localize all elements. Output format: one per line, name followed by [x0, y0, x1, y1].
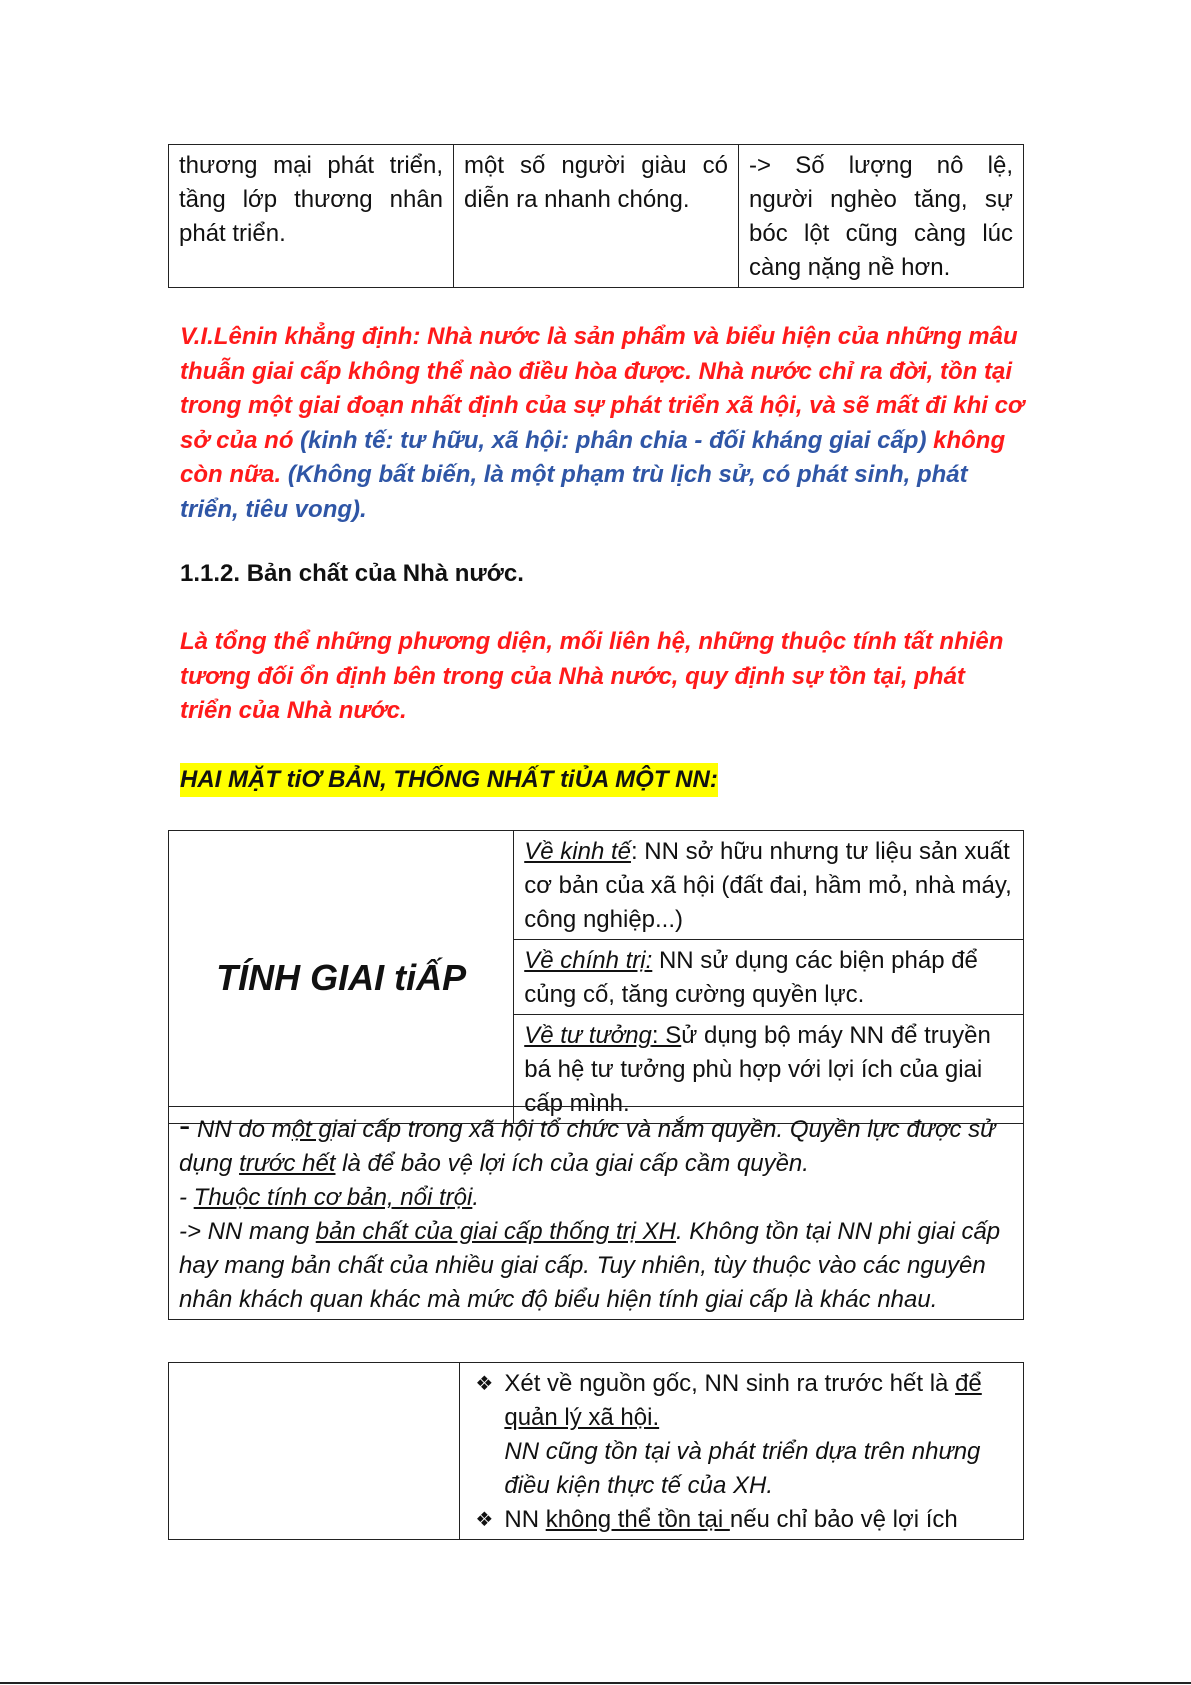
quote-part: không còn nữa. [180, 426, 1006, 488]
bullet-text: NN cũng tồn tại và phát triển dựa trên nhưng điều kiện thực tế của XH. [504, 1438, 981, 1499]
bullet-text: để quản lý xã hội. [504, 1370, 982, 1431]
economy-text: NN sở hữu nhưng tư liệu sản xuất cơ bản của xã hội (đất đai, hầm mỏ, nhà máy, công nghiệp...) [524, 838, 1012, 933]
diamond-bullet-icon: ❖ [475, 1373, 494, 1395]
note-text: -> NN mang [179, 1218, 316, 1245]
note-line [179, 1215, 1013, 1317]
table-row [169, 145, 1024, 288]
sep: : [630, 838, 638, 865]
note-line [179, 1181, 1013, 1215]
table-row [169, 831, 1024, 940]
table-row [169, 1107, 1024, 1320]
history-table [168, 144, 1024, 288]
sep: : S [651, 1022, 682, 1049]
note-text: NN do m [190, 1116, 292, 1143]
list-item [464, 1367, 1013, 1503]
note-text: là để bảo vệ lợi ích của giai cấp cầm quyền. [335, 1150, 809, 1177]
note-text: Thuộc tính cơ bản, nổi trội [193, 1184, 473, 1211]
quote-part: (kinh tế: tư hữu, xã hội: phân chia - đối kháng giai cấp) [293, 426, 927, 454]
empty-cell [169, 1363, 460, 1540]
bullet-text: Xét về nguồn gốc, NN sinh ra trước hết là [504, 1370, 956, 1397]
social-nature-table [168, 1362, 1024, 1540]
class-nature-title: TÍNH GIAI tiẤP [169, 831, 514, 1124]
ideology-text: ử dụng bộ máy NN để truyền bá hệ tư tưởng phù hợp với lợi ích của giai cấp mình. [524, 1022, 991, 1117]
table-cell: một số người giàu có diễn ra nhanh chóng. [454, 145, 739, 288]
bullet-text: NN [504, 1506, 546, 1533]
note-text: trước hết [239, 1150, 336, 1177]
table-row [169, 1363, 1024, 1540]
class-notes-table [168, 1106, 1024, 1320]
table-cell: -> Số lượng nô lệ, người nghèo tăng, sự bóc lột cũng càng lúc càng nặng nề hơn. [739, 145, 1024, 288]
politics-cell [514, 940, 1024, 1015]
economy-label: Về kinh tế [524, 838, 631, 865]
quote-part: (Không bất biến, là một phạm trù lịch sử, có phát sinh, phát triển, tiêu vong). [180, 461, 968, 523]
list-item [464, 1503, 1013, 1537]
note-text: - [179, 1184, 194, 1211]
note-line [179, 1107, 1013, 1181]
dash: - [179, 1107, 191, 1145]
bullet-text: nếu chỉ bảo vệ lợi ích [729, 1506, 958, 1533]
bullet-text: không thể tồn tại [545, 1506, 730, 1533]
section-heading: 1.1.2. Bản chất của Nhà nước. [180, 560, 524, 587]
social-cell [460, 1363, 1024, 1540]
politics-label: Về chính trị: [524, 947, 653, 974]
economy-cell [514, 831, 1024, 940]
note-text: iai cấp trong xã hội tổ chức và nắm quyền. Quyền lực được sử dụng [179, 1116, 996, 1177]
definition: Là tổng thể những phương diện, mối liên hệ, những thuộc tính tất nhiên tương đối ổn định bên trong của Nhà nước, quy định sự tồn tại, phát triển của Nhà nước. [180, 628, 1004, 724]
politics-text: NN sử dụng các biện pháp để củng cố, tăng cường quyền lực. [524, 947, 978, 1008]
class-nature-table [168, 830, 1024, 1124]
table-cell: thương mại phát triển, tầng lớp thương nhân phát triển. [169, 145, 454, 288]
note-text: . Không tồn tại NN phi giai cấp hay mang bản chất của nhiều giai cấp. Tuy nhiên, tùy thuộc vào các nguyên nhân khách quan khác mà mức độ biểu hiện tính giai cấp là khác nhau. [179, 1218, 1001, 1313]
page-divider [0, 1682, 1191, 1684]
note-text: ột g [291, 1116, 332, 1143]
note-text: bản chất của giai cấp thống trị XH [315, 1218, 676, 1245]
ideology-label: Về tư tưởng [524, 1022, 652, 1049]
quote-part: V.I.Lênin khẳng định: Nhà nước là sản phẩm và biểu hiện của những mâu thuẫn giai cấp không thể nào điều hòa được. Nhà nước chỉ ra đời, tồn tại trong một giai đoạn nhất định của sự phát triển xã hội, và sẽ mất đi khi cơ sở của nó [180, 323, 1025, 454]
diamond-bullet-icon: ❖ [475, 1509, 494, 1531]
highlight-heading: HAI MẶT tiƠ BẢN, THỐNG NHẤT tiỦA MỘT NN: [180, 763, 718, 797]
notes-cell [169, 1107, 1024, 1320]
note-text: . [472, 1184, 480, 1211]
lenin-quote [180, 320, 1030, 527]
